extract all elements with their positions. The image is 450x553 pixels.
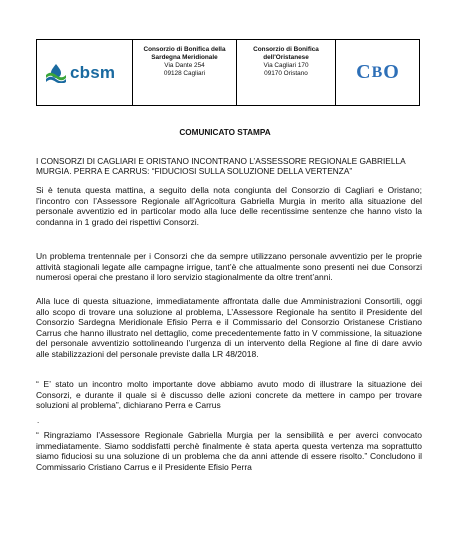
org-cagliari-name-2: Sardegna Meridionale [151,54,218,61]
cbsm-emblem-icon [45,63,67,83]
separator-dot: . [37,416,40,425]
org-oristano-city: 09170 Oristano [264,70,308,77]
cbsm-logo [45,63,115,83]
org-oristano-name-1: Consorzio di Bonifica [253,46,319,53]
org-oristano-address: Via Cagliari 170 [263,62,309,69]
cbsm-logo-cell [37,40,132,105]
org-cagliari-address: Via Dante 254 [164,62,205,69]
cbsm-logo-text: cbsm [70,62,116,82]
org-cagliari-name-1: Consorzio di Bonifica della [143,46,226,53]
org-cagliari [132,40,236,105]
org-oristano [236,40,335,105]
document-title: COMUNICATO STAMPA [179,128,271,137]
cbo-logo-o: O [383,61,399,83]
paragraph-4: “ E’ stato un incontro molto importante dove abbiamo avuto modo di illustrare la situazione dei Consorzi, e durante il quale si è discusso delle azioni concrete da mettere in campo per trovare soluzioni al problema”, dichiarano Perra e Carrus [36,379,422,411]
paragraph-5: “ Ringraziamo l’Assessore Regionale Gabriella Murgia per la sensibilità e per averci convocato immediatamente. Siamo soddisfatti perchè finalmente è stata aperta questa vertenza ma soprattutto siamo fiduciosi su una soluzione di un problema che da anni attende di essere risolto.” Concludono il Commissario Cristiano Carrus e il Presidente Efisio Perra [36,430,422,472]
cbo-logo-b: B [371,63,383,81]
org-oristano-name-2: dell'Oristanese [263,54,309,61]
org-cagliari-city: 09128 Cagliari [163,70,206,77]
paragraph-3: Alla luce di questa situazione, immediatamente affrontata dalle due Amministrazioni Consortili, oggi allo scopo di trovare una soluzione al problema, L’Assessore Regionale ha sentito il Presidente del Consorzio Sardegna Meridionale Efisio Perra e il Commissario del Consorzio Oristanese Cristiano Carrus che hanno illustrato nel dettaglio, come precedentemente fatto in V commissione, la situazione del personale avventizio sottolineando l’urgenza di un intervento della Regione al fine di dare avvio alle stabilizzazioni del personale previste dalla LR 48/2018. [36,296,422,359]
cbo-logo-cell [335,40,419,105]
document-subtitle: I CONSORZI DI CAGLIARI E ORISTANO INCONTRANO L’ASSESSORE REGIONALE GABRIELLA MURGIA. PERRA E CARRUS: “FIDUCIOSI SULLA SOLUZIONE DELLA VERTENZA” [36,156,406,177]
paragraph-2: Un problema trentennale per i Consorzi che da sempre utilizzano personale avventizio per le proprie attività stagionali legate alle campagne irrigue, tant’è che attualmente sono presenti nei due Consorzi numerosi operai che prestano il loro servizio stagionalmente da oltre trent’anni. [36,251,422,283]
cbo-logo [356,61,399,84]
paragraph-1: Si è tenuta questa mattina, a seguito della nota congiunta del Consorzio di Cagliari e Oristano; l’incontro con l’Assessore Regionale all’Agricoltura Gabriella Murgia in merito alla situazione del personale avventizio ed in particolar modo alla luce delle recentissime sentenze che hanno visto la condanna in 1 grado dei rispettivi Consorzi. [36,185,422,227]
cbo-logo-c: C [356,61,371,83]
letterhead [36,39,420,106]
